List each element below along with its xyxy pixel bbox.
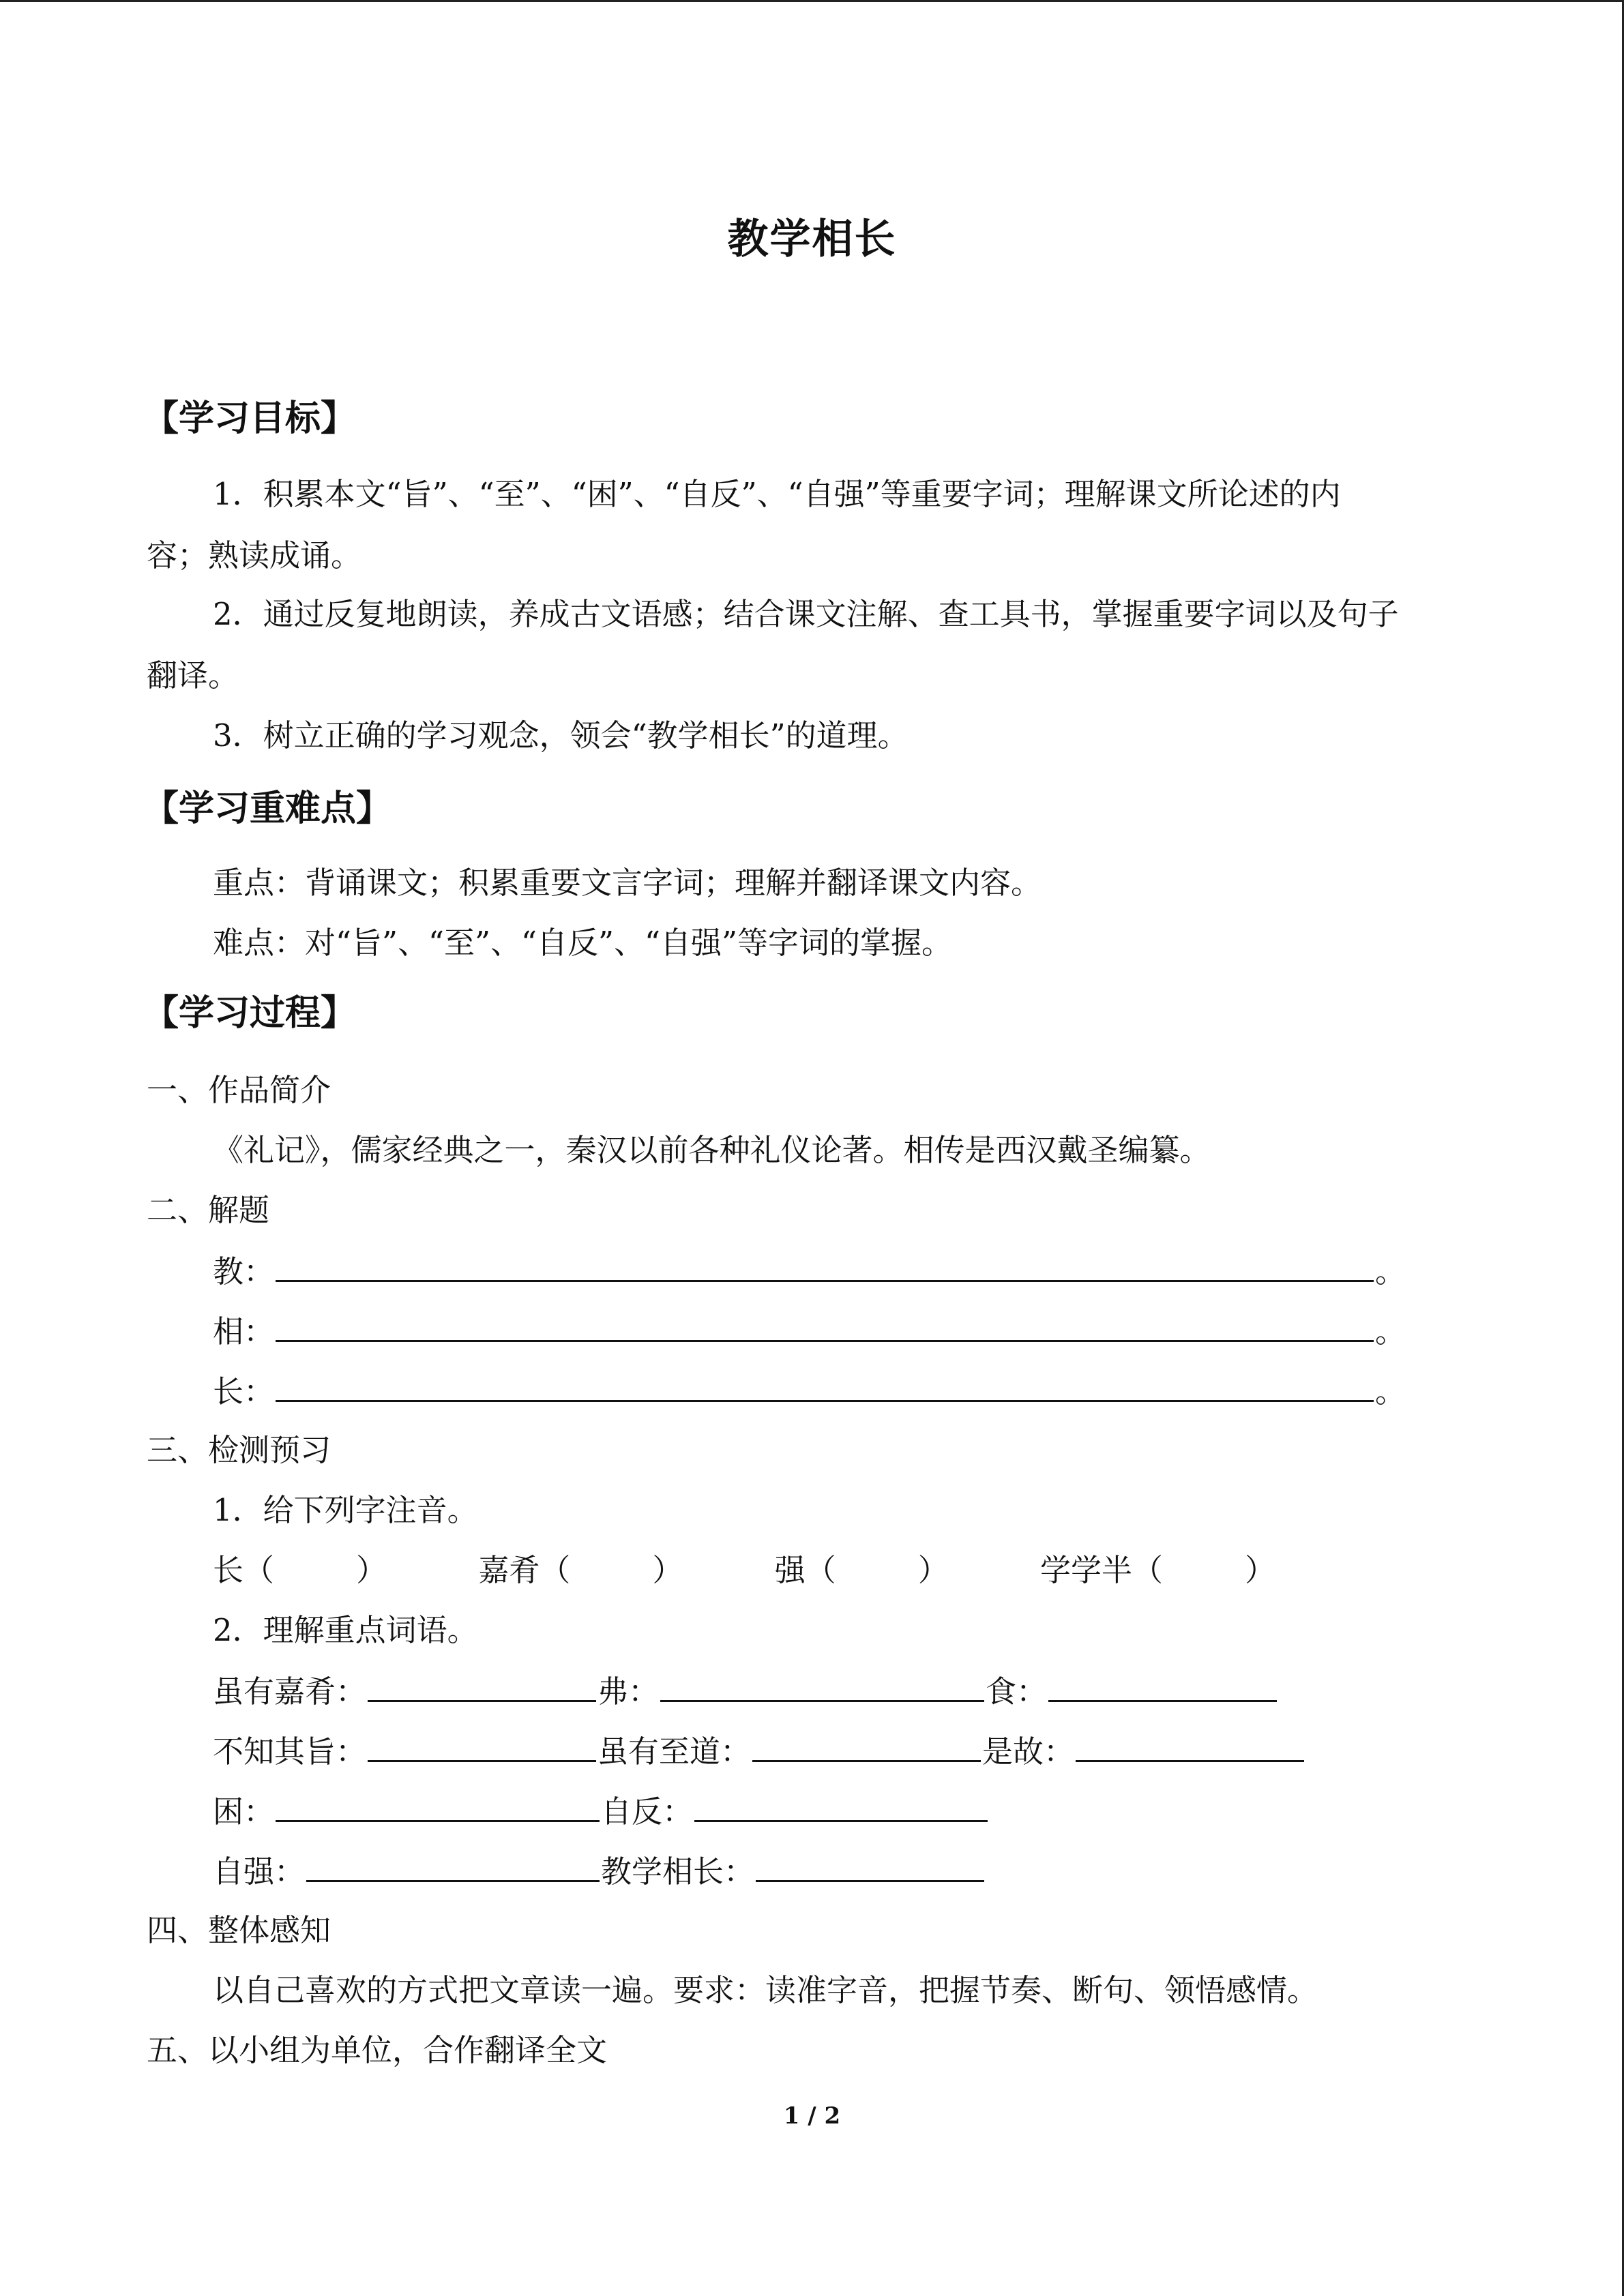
part4-title: 四、整体感知 <box>147 1912 331 1948</box>
pinyin-close: ） <box>917 1552 949 1588</box>
line-end: 。 <box>1375 1373 1406 1410</box>
objectives-heading: 【学习目标】 <box>143 398 357 439</box>
vocab-blank[interactable] <box>368 1670 596 1702</box>
vocab-blank[interactable] <box>752 1730 981 1762</box>
part2-title: 二、解题 <box>147 1192 270 1228</box>
vocab-blank[interactable] <box>660 1670 984 1702</box>
vocab-row <box>213 1670 1278 1712</box>
pinyin-word: 强（ <box>774 1552 836 1588</box>
pinyin-word: 长（ <box>213 1552 275 1588</box>
title-word-row <box>213 1310 1406 1352</box>
vocab-label: 虽有至道： <box>597 1733 752 1770</box>
pinyin-close: ） <box>652 1552 683 1588</box>
pinyin-close: ） <box>356 1552 387 1588</box>
vocab-blank[interactable] <box>368 1730 596 1762</box>
pinyin-word: 嘉肴（ <box>478 1552 571 1588</box>
vocab-blank[interactable] <box>306 1850 600 1882</box>
process-heading: 【学习过程】 <box>143 992 357 1034</box>
vocab-label: 虽有嘉肴： <box>213 1673 367 1710</box>
word-label: 相： <box>213 1313 275 1350</box>
pinyin-word: 学学半（ <box>1040 1552 1164 1588</box>
title-word-row <box>213 1370 1406 1412</box>
vocab-blank[interactable] <box>1076 1730 1304 1762</box>
part1-text: 《礼记》，儒家经典之一，秦汉以前各种礼仪论著。相传是西汉戴圣编纂。 <box>213 1132 1211 1168</box>
focus-text: 重点：背诵课文；积累重要文言字词；理解并翻译课文内容。 <box>213 865 1042 901</box>
line-end: 。 <box>1375 1253 1406 1289</box>
vocab-label: 不知其旨： <box>213 1733 367 1770</box>
objective-item: 容；熟读成诵。 <box>147 537 362 573</box>
key-points-heading: 【学习重难点】 <box>143 788 392 829</box>
objective-item: 3．树立正确的学习观念，领会“教学相长”的道理。 <box>213 717 909 754</box>
pinyin-close: ） <box>1245 1552 1276 1588</box>
question-2: 2．理解重点词语。 <box>213 1612 478 1648</box>
answer-blank[interactable] <box>276 1310 1374 1342</box>
objective-item: 2．通过反复地朗读，养成古文语感；结合课文注解、查工具书，掌握重要字词以及句子 <box>213 596 1399 632</box>
title-word-row <box>213 1250 1406 1292</box>
page-number: 1 / 2 <box>783 2102 841 2130</box>
answer-blank[interactable] <box>276 1370 1374 1402</box>
vocab-label: 是故： <box>982 1733 1075 1770</box>
part4-text: 以自己喜欢的方式把文章读一遍。要求：读准字音，把握节奏、断句、领悟感情。 <box>213 1972 1318 2008</box>
vocab-label: 自反： <box>601 1793 694 1830</box>
part3-title: 三、检测预习 <box>147 1432 331 1468</box>
question-1: 1．给下列字注音。 <box>213 1492 478 1528</box>
vocab-blank[interactable] <box>276 1790 600 1822</box>
vocab-label: 自强： <box>213 1853 306 1890</box>
answer-blank[interactable] <box>276 1250 1374 1282</box>
vocab-blank[interactable] <box>756 1850 984 1882</box>
vocab-label: 食： <box>986 1673 1048 1710</box>
part5-title: 五、以小组为单位，合作翻译全文 <box>147 2032 608 2068</box>
page-title: 教学相长 <box>727 215 897 263</box>
objective-item: 1．积累本文“旨”、“至”、“困”、“自反”、“自强”等重要字词；理解课文所论述的内 <box>213 476 1341 512</box>
vocab-row <box>213 1730 1305 1772</box>
part1-title: 一、作品简介 <box>147 1072 331 1108</box>
vocab-blank[interactable] <box>1048 1670 1277 1702</box>
word-label: 教： <box>213 1253 275 1289</box>
objective-item: 翻译。 <box>147 657 239 694</box>
vocab-label: 困： <box>213 1793 275 1830</box>
pinyin-row <box>213 1550 1275 1591</box>
vocab-row <box>213 1850 986 1892</box>
line-end: 。 <box>1375 1313 1406 1350</box>
difficulty-text: 难点：对“旨”、“至”、“自反”、“自强”等字词的掌握。 <box>213 925 953 961</box>
vocab-label: 弗： <box>597 1673 660 1710</box>
vocab-row <box>213 1790 989 1832</box>
word-label: 长： <box>213 1373 275 1410</box>
vocab-blank[interactable] <box>694 1790 988 1822</box>
vocab-label: 教学相长： <box>601 1853 755 1890</box>
